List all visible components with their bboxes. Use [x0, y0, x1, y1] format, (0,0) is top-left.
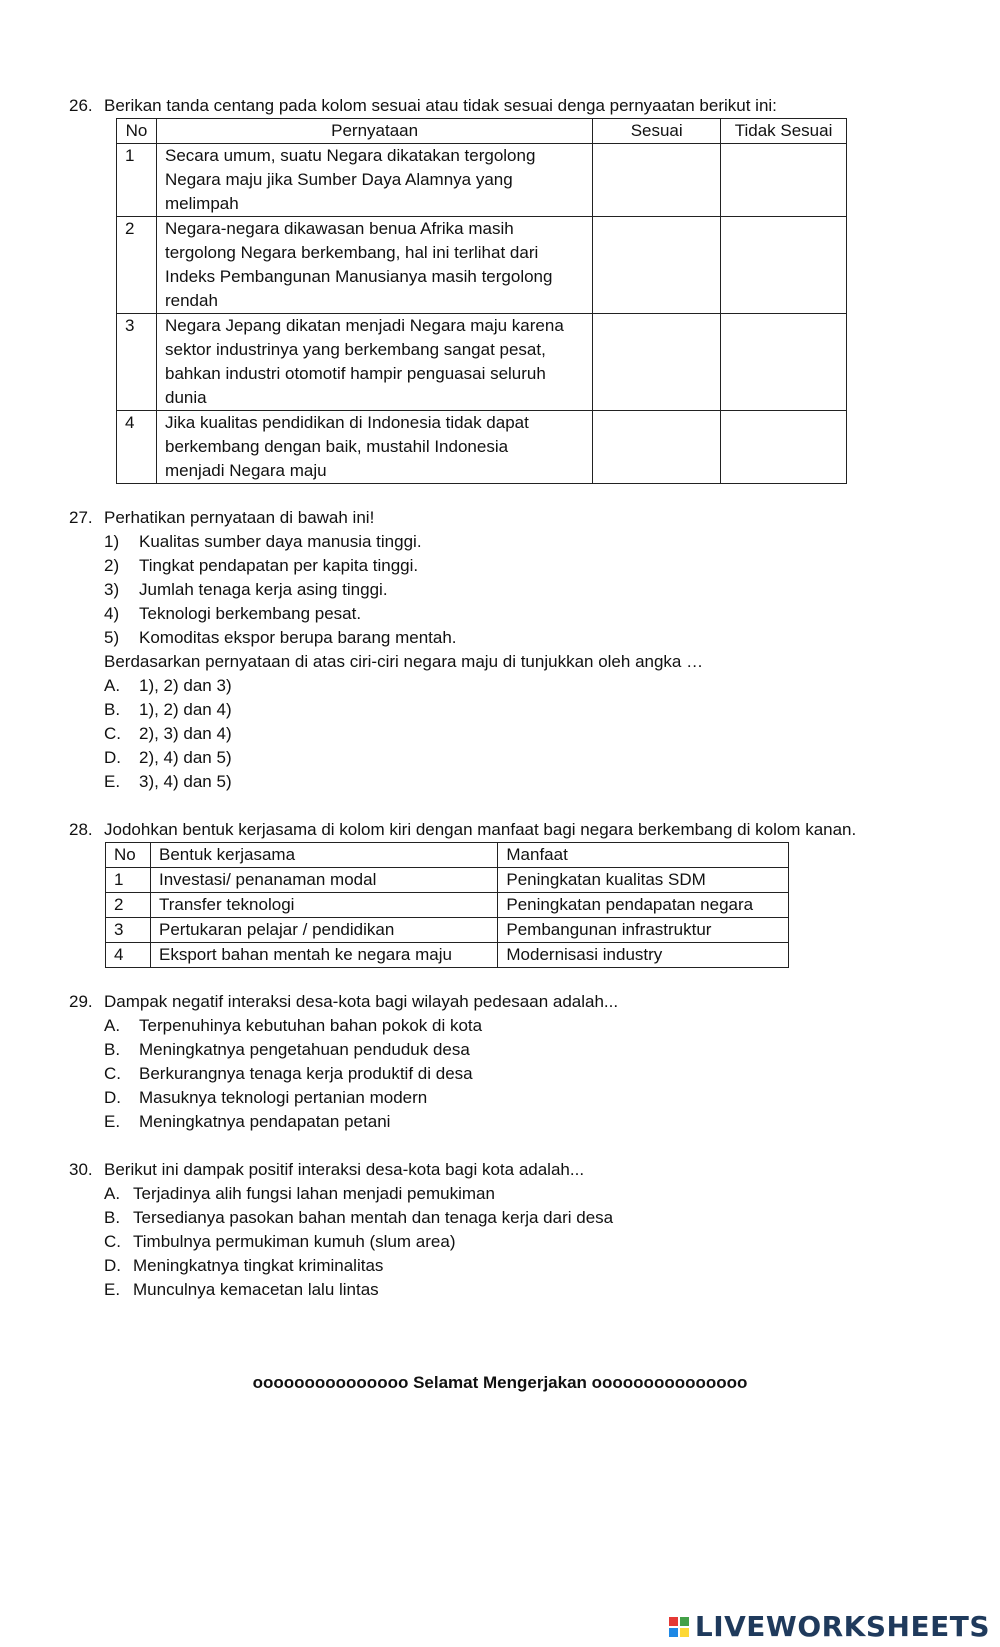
statement-line: Negara maju jika Sumber Daya Alamnya yang [164, 170, 513, 189]
list-item [104, 602, 969, 626]
header-no: No [117, 119, 157, 144]
header-bentuk: Bentuk kerjasama [150, 843, 497, 868]
option-text: Meningkatnya pendapatan petani [139, 1112, 391, 1131]
row-no: 3 [106, 918, 151, 943]
answer-option[interactable] [104, 722, 969, 746]
option-text: Terjadinya alih fungsi lahan menjadi pemukiman [133, 1184, 495, 1203]
answer-option[interactable] [104, 1278, 969, 1302]
liveworksheets-brand[interactable] [669, 1610, 990, 1643]
option-text: Terpenuhinya kebutuhan bahan pokok di kota [139, 1016, 483, 1035]
item-text: Teknologi berkembang pesat. [139, 604, 362, 623]
tidak-sesuai-cell[interactable] [721, 144, 847, 217]
question-number: 26. [69, 96, 93, 115]
item-text: Jumlah tenaga kerja asing tinggi. [139, 580, 388, 599]
manfaat-cell[interactable]: Peningkatan pendapatan negara [498, 893, 789, 918]
matching-table [105, 842, 789, 968]
table-row [106, 893, 789, 918]
row-no: 4 [106, 943, 151, 968]
bentuk-cell[interactable]: Transfer teknologi [150, 893, 497, 918]
question-26 [69, 94, 969, 118]
table-row [106, 943, 789, 968]
option-text: 1), 2) dan 3) [139, 676, 232, 695]
answer-option[interactable] [104, 770, 969, 794]
option-label: E. [104, 772, 121, 791]
question-text: Jodohkan bentuk kerjasama di kolom kiri dengan manfaat bagi negara berkembang di kolom kanan. [104, 820, 857, 839]
bentuk-cell[interactable]: Investasi/ penanaman modal [150, 868, 497, 893]
option-text: 2), 3) dan 4) [139, 724, 232, 743]
option-text: Timbulnya permukiman kumuh (slum area) [133, 1232, 456, 1251]
item-text: Komoditas ekspor berupa barang mentah. [139, 628, 457, 647]
logo-square [680, 1628, 689, 1637]
option-label: E. [104, 1280, 121, 1299]
bentuk-cell[interactable]: Eksport bahan mentah ke negara maju [150, 943, 497, 968]
question-27 [69, 506, 969, 794]
list-item [104, 626, 969, 650]
question-text: Perhatikan pernyataan di bawah ini! [104, 508, 375, 527]
answer-option[interactable] [104, 746, 969, 770]
question-29 [69, 990, 969, 1134]
tidak-sesuai-cell[interactable] [721, 411, 847, 484]
manfaat-cell[interactable]: Modernisasi industry [498, 943, 789, 968]
row-no: 4 [117, 411, 157, 484]
bentuk-cell[interactable]: Pertukaran pelajar / pendidikan [150, 918, 497, 943]
question-number: 30. [69, 1160, 93, 1179]
statement-line: sektor industrinya yang berkembang sangat pesat, [164, 340, 546, 359]
statement-line: Indeks Pembangunan Manusianya masih tergolong [164, 267, 553, 286]
table-header-row [106, 843, 789, 868]
table-row [106, 868, 789, 893]
item-label: 3) [104, 580, 120, 599]
header-tidak-sesuai: Tidak Sesuai [721, 119, 847, 144]
option-label: E. [104, 1112, 121, 1131]
item-text: Kualitas sumber daya manusia tinggi. [139, 532, 422, 551]
header-manfaat: Manfaat [498, 843, 789, 868]
option-text: Berkurangnya tenaga kerja produktif di desa [139, 1064, 473, 1083]
statement-line: Negara-negara dikawasan benua Afrika masih [164, 219, 514, 238]
liveworksheets-logo-icon [669, 1617, 689, 1637]
brand-name: LIVEWORKSHEETS [694, 1610, 990, 1643]
option-label: C. [104, 1064, 121, 1083]
table-row [117, 144, 847, 217]
answer-option[interactable] [104, 1182, 969, 1206]
statement-line: berkembang dengan baik, mustahil Indonesia [164, 437, 509, 456]
table-row [106, 918, 789, 943]
list-item [104, 530, 969, 554]
statement-table [116, 118, 847, 484]
question-text: Berikut ini dampak positif interaksi desa-kota bagi kota adalah... [104, 1160, 585, 1179]
option-label: B. [104, 700, 121, 719]
row-no: 2 [117, 217, 157, 314]
statement-line: bahkan industri otomotif hampir penguasai seluruh [164, 364, 546, 383]
row-statement [156, 411, 592, 484]
row-statement [156, 217, 592, 314]
manfaat-cell[interactable]: Pembangunan infrastruktur [498, 918, 789, 943]
option-label: D. [104, 1088, 121, 1107]
answer-option[interactable] [104, 1038, 969, 1062]
question-number: 28. [69, 820, 93, 839]
sesuai-cell[interactable] [593, 314, 721, 411]
option-text: Munculnya kemacetan lalu lintas [133, 1280, 379, 1299]
question-number: 27. [69, 508, 93, 527]
statement-line: Jika kualitas pendidikan di Indonesia tidak dapat [164, 413, 529, 432]
answer-option[interactable] [104, 1206, 969, 1230]
statement-line: Secara umum, suatu Negara dikatakan tergolong [164, 146, 536, 165]
question-text: Berikan tanda centang pada kolom sesuai atau tidak sesuai denga pernyaatan berikut ini: [104, 96, 777, 115]
answer-option[interactable] [104, 1230, 969, 1254]
row-statement [156, 144, 592, 217]
closing-message: ooooooooooooooo Selamat Mengerjakan ooooooooooooooo [252, 1373, 748, 1392]
statement-line: dunia [164, 388, 207, 407]
item-label: 2) [104, 556, 120, 575]
sesuai-cell[interactable] [593, 144, 721, 217]
option-text: 2), 4) dan 5) [139, 748, 232, 767]
manfaat-cell[interactable]: Peningkatan kualitas SDM [498, 868, 789, 893]
logo-square [680, 1617, 689, 1626]
option-text: Meningkatnya pengetahuan penduduk desa [139, 1040, 470, 1059]
option-label: B. [104, 1040, 121, 1059]
option-label: B. [104, 1208, 121, 1227]
question-number: 29. [69, 992, 93, 1011]
statement-line: menjadi Negara maju [164, 461, 327, 480]
option-text: Tersedianya pasokan bahan mentah dan tenaga kerja dari desa [133, 1208, 614, 1227]
option-label: D. [104, 748, 121, 767]
row-no: 1 [117, 144, 157, 217]
item-text: Tingkat pendapatan per kapita tinggi. [139, 556, 419, 575]
header-no: No [106, 843, 151, 868]
statement-line: rendah [164, 291, 218, 310]
row-no: 3 [117, 314, 157, 411]
answer-option[interactable] [104, 674, 969, 698]
answer-option[interactable] [104, 1254, 969, 1278]
row-no: 2 [106, 893, 151, 918]
answer-option[interactable] [104, 1014, 969, 1038]
row-no: 1 [106, 868, 151, 893]
sesuai-cell[interactable] [593, 411, 721, 484]
tidak-sesuai-cell[interactable] [721, 314, 847, 411]
question-30 [69, 1158, 969, 1302]
header-sesuai: Sesuai [593, 119, 721, 144]
option-label: A. [104, 1184, 121, 1203]
statement-line: Negara Jepang dikatan menjadi Negara maju karena [164, 316, 564, 335]
logo-square [669, 1628, 678, 1637]
option-label: C. [104, 1232, 121, 1251]
item-label: 4) [104, 604, 120, 623]
header-pernyataan: Pernyataan [156, 119, 592, 144]
item-label: 5) [104, 628, 120, 647]
option-text: 1), 2) dan 4) [139, 700, 232, 719]
option-label: D. [104, 1256, 121, 1275]
option-text: Masuknya teknologi pertanian modern [139, 1088, 428, 1107]
option-label: A. [104, 1016, 121, 1035]
option-text: 3), 4) dan 5) [139, 772, 232, 791]
question-prompt: Berdasarkan pernyataan di atas ciri-ciri negara maju di tunjukkan oleh angka … [104, 652, 704, 671]
answer-option[interactable] [104, 1086, 969, 1110]
logo-square [669, 1617, 678, 1626]
tidak-sesuai-cell[interactable] [721, 217, 847, 314]
option-label: A. [104, 676, 121, 695]
question-28 [69, 818, 969, 842]
answer-option[interactable] [104, 1110, 969, 1134]
sesuai-cell[interactable] [593, 217, 721, 314]
statement-line: melimpah [164, 194, 239, 213]
item-label: 1) [104, 532, 120, 551]
answer-option[interactable] [104, 1062, 969, 1086]
option-label: C. [104, 724, 121, 743]
table-row [117, 217, 847, 314]
list-item [104, 578, 969, 602]
statement-line: tergolong Negara berkembang, hal ini terlihat dari [164, 243, 539, 262]
list-item [104, 554, 969, 578]
table-header-row [117, 119, 847, 144]
answer-option[interactable] [104, 698, 969, 722]
table-row [117, 411, 847, 484]
question-text: Dampak negatif interaksi desa-kota bagi wilayah pedesaan adalah... [104, 992, 619, 1011]
option-text: Meningkatnya tingkat kriminalitas [133, 1256, 384, 1275]
table-row [117, 314, 847, 411]
row-statement [156, 314, 592, 411]
